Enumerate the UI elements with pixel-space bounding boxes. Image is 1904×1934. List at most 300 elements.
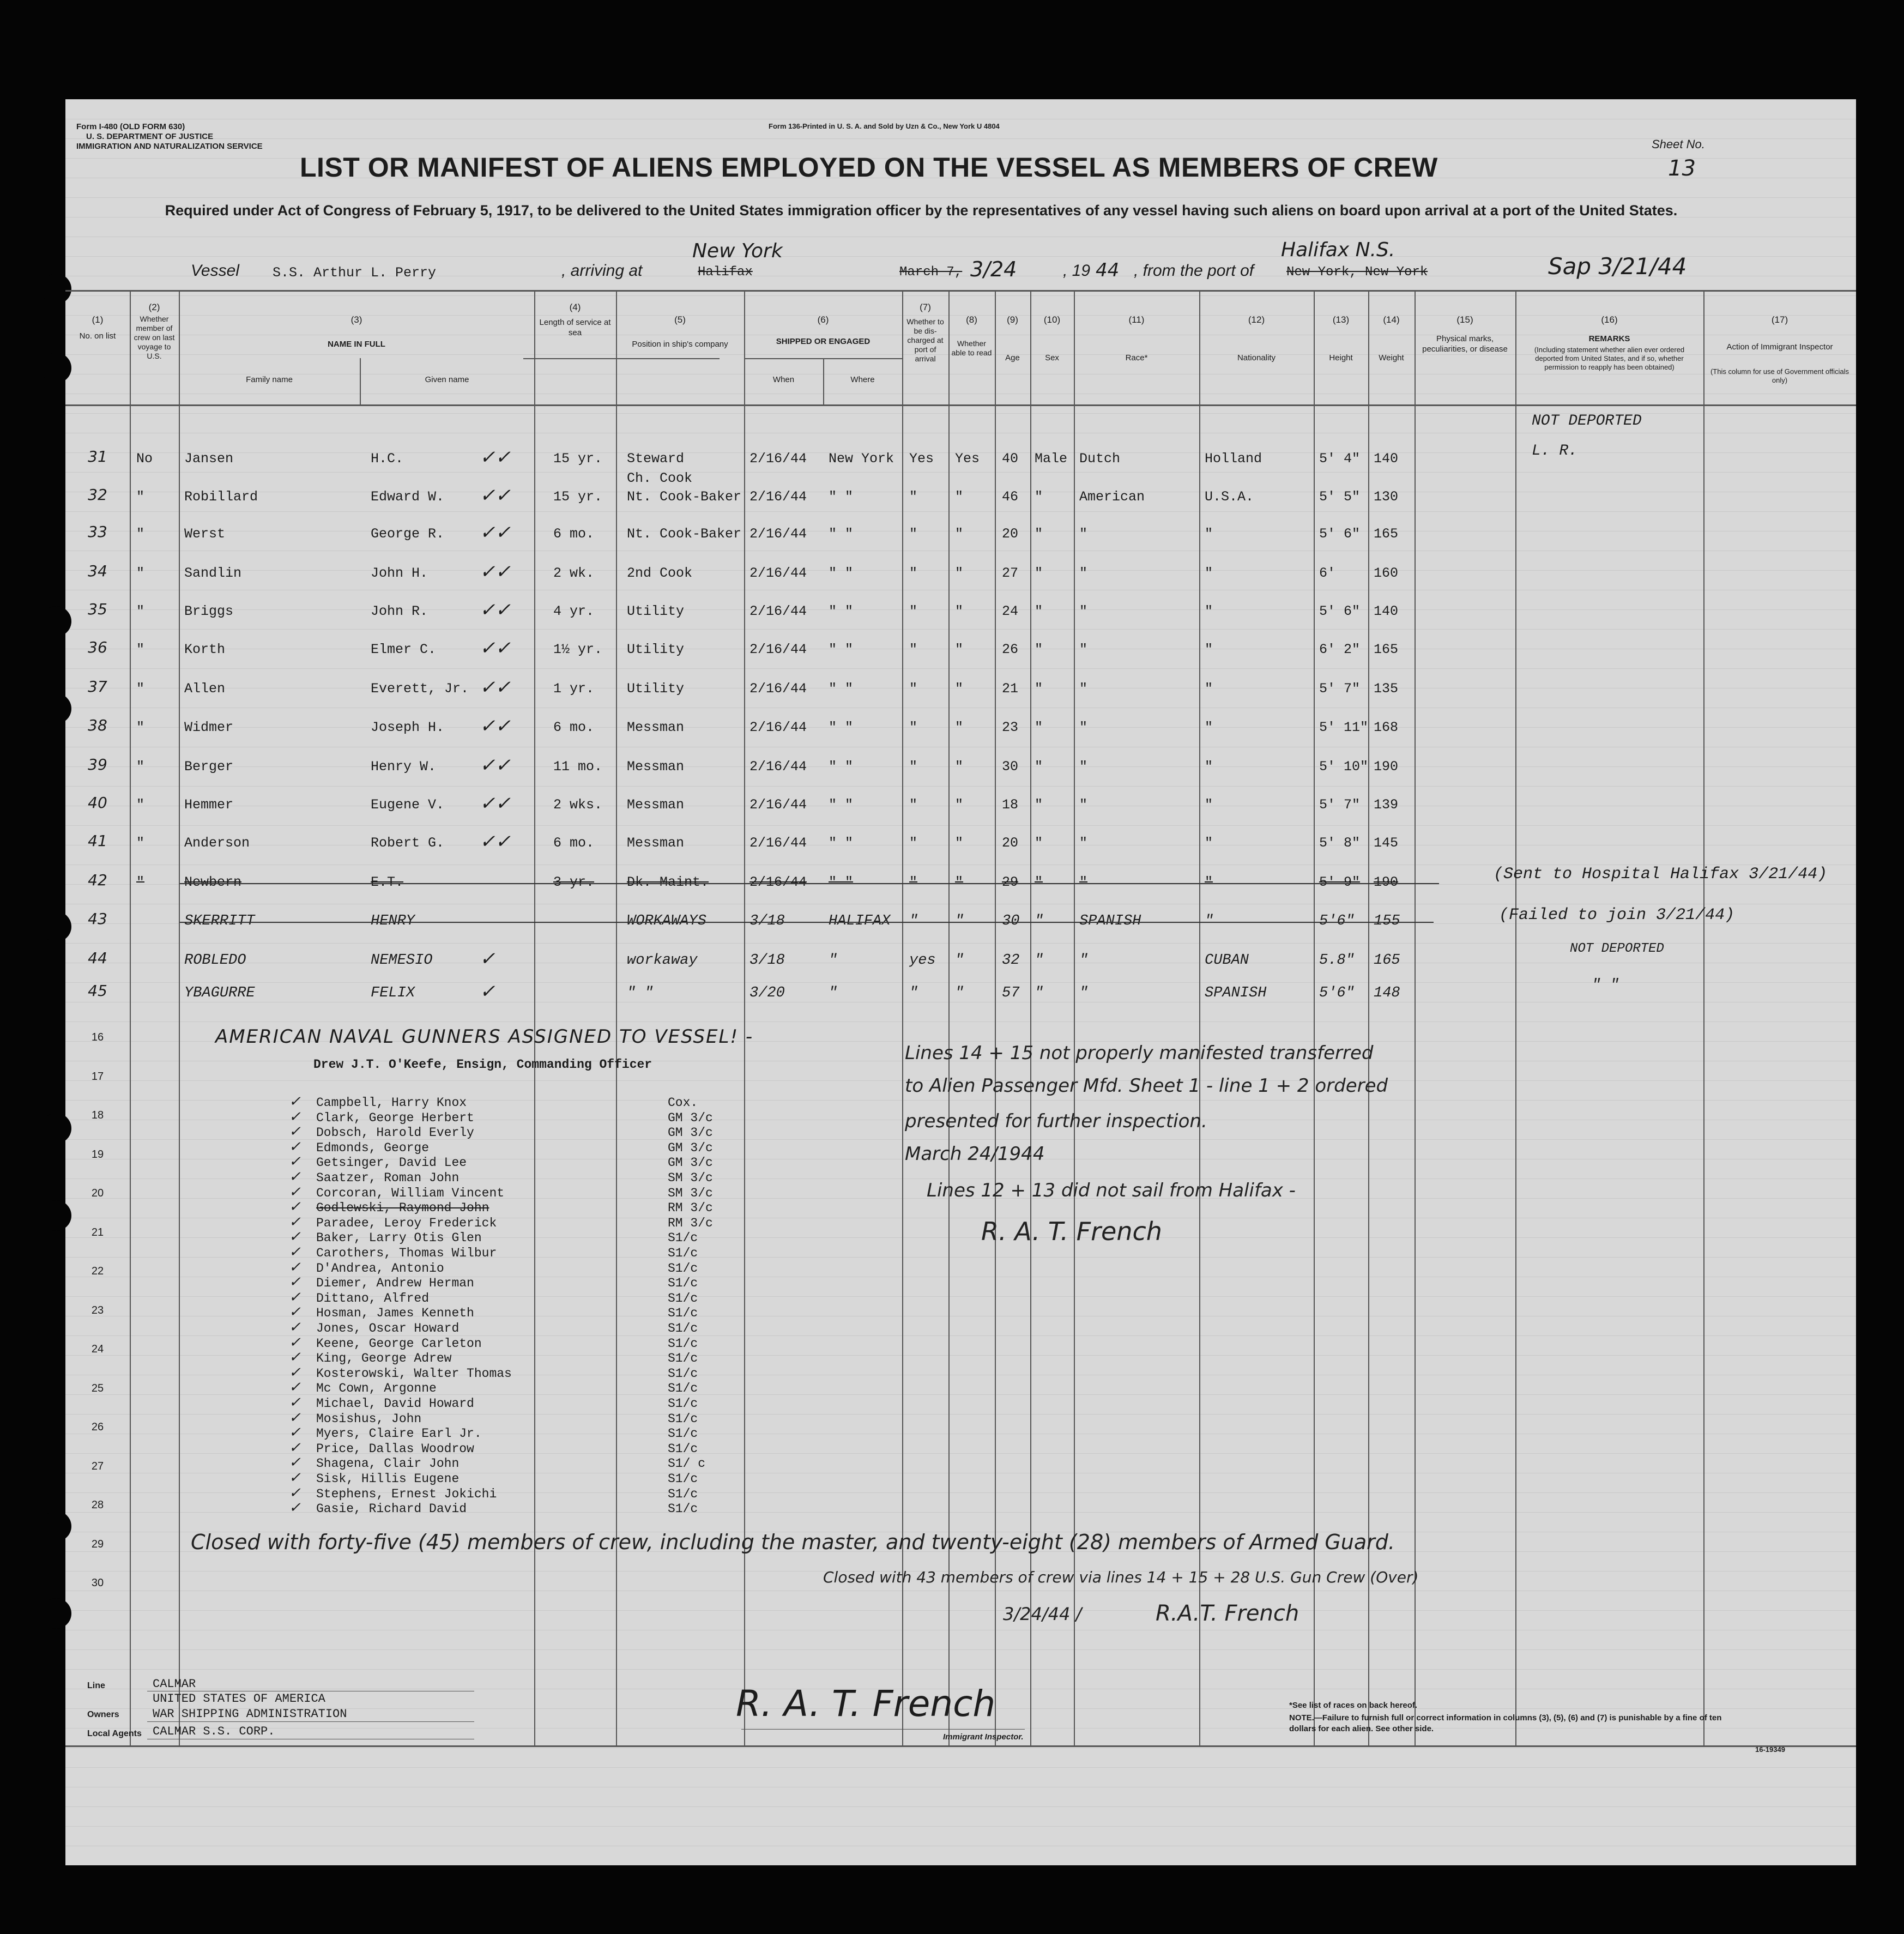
col-num: (14) [1383, 315, 1400, 325]
row-where: " " [829, 603, 854, 619]
check-mark: ✓✓ [480, 449, 511, 469]
note-line: to Alien Passenger Mfd. Sheet 1 - line 1 + 2 ordered [905, 1075, 1388, 1097]
row-position: Messman [627, 835, 685, 851]
row-family-name: Anderson [184, 835, 250, 851]
row-nationality: " [1205, 642, 1213, 657]
col-divider [1030, 290, 1031, 1745]
gunner-name: Diemer, Andrew Herman [316, 1276, 474, 1291]
row-read: " [955, 835, 964, 851]
row-discharged: " [909, 835, 918, 851]
row-number: 40 [88, 794, 107, 812]
row-discharged: " [909, 985, 918, 1001]
punch-hole [41, 274, 71, 304]
date-struck: March 7, [899, 265, 963, 280]
owners-value-2: WAR SHIPPING ADMINISTRATION [153, 1707, 347, 1721]
row-sex: " [1035, 603, 1043, 619]
inspector-signature: R. A. T. French [736, 1683, 996, 1725]
row-remarks: (Sent to Hospital Halifax 3/21/44) [1494, 865, 1828, 884]
check-mark: ✓ [289, 1320, 301, 1336]
col-header-no: No. on list [79, 331, 116, 341]
row-service: 6 mo. [553, 720, 595, 735]
check-mark: ✓✓ [480, 717, 511, 738]
gunner-name: Campbell, Harry Knox [316, 1096, 467, 1110]
check-mark: ✓ [480, 983, 495, 1004]
col-header-where: Where [850, 375, 875, 384]
row-weight: 145 [1374, 835, 1399, 851]
sheet-label: Sheet No. [1652, 137, 1705, 151]
row-sex: " [1035, 874, 1043, 890]
row-given-name: NEMESIO [371, 952, 433, 969]
row-read: Yes [955, 451, 980, 467]
row-sex: " [1035, 913, 1044, 929]
row-crew-flag: " [136, 565, 145, 581]
check-mark: ✓ [289, 1214, 301, 1231]
sailed-date: Sap 3/21/44 [1548, 253, 1687, 280]
col-divider [534, 290, 535, 1745]
row-family-name: Briggs [184, 603, 234, 619]
row-given-name: George R. [371, 526, 445, 542]
check-mark: ✓ [289, 1139, 301, 1156]
gunner-rate: GM 3/c [668, 1156, 713, 1170]
line-number: 20 [91, 1187, 104, 1199]
row-age: 29 [1002, 874, 1019, 890]
row-nationality: " [1205, 797, 1213, 813]
row-service: 15 yr. [553, 451, 603, 467]
row-age: 40 [1002, 451, 1019, 467]
row-position: WORKAWAYS [627, 913, 706, 929]
row-where: " " [829, 720, 854, 735]
col-num: (16) [1601, 315, 1618, 325]
row-weight: 190 [1374, 874, 1399, 890]
row-family-name: Sandlin [184, 565, 242, 581]
check-mark: ✓ [289, 1109, 301, 1126]
table-bottom-rule [65, 1745, 1856, 1747]
row-where: " " [829, 642, 854, 657]
row-family-name: SKERRITT [184, 913, 255, 929]
row-race: " [1079, 565, 1088, 581]
gunner-rate: GM 3/c [668, 1140, 713, 1155]
manifest-sheet [65, 99, 1856, 1865]
row-sex: " [1035, 835, 1043, 851]
check-mark: ✓✓ [480, 795, 511, 815]
row-family-name: YBAGURRE [184, 985, 255, 1001]
col-num: (11) [1128, 315, 1145, 325]
row-given-name: HENRY [371, 913, 415, 929]
row-family-name: Newbern [184, 874, 242, 890]
row-height: 5' 5" [1319, 489, 1361, 505]
row-sex: " [1035, 952, 1044, 969]
gunners-officer: Drew J.T. O'Keefe, Ensign, Commanding Officer [313, 1057, 652, 1072]
row-position: Nt. Cook-Baker [627, 489, 742, 505]
row-given-name: John R. [371, 603, 428, 619]
row-sex: " [1035, 642, 1043, 657]
check-mark: ✓ [289, 1124, 301, 1141]
row-family-name: Korth [184, 642, 226, 657]
row-where: " " [829, 874, 854, 890]
row-nationality: Holland [1205, 451, 1262, 467]
col-header-when: When [772, 375, 795, 384]
gunner-name: Mosishus, John [316, 1411, 422, 1426]
row-position: Dk. Maint. [627, 874, 709, 890]
gunner-name: Getsinger, David Lee [316, 1156, 467, 1170]
row-crew-flag: " [136, 720, 145, 735]
year-label: , 19 [1063, 262, 1091, 280]
row-where: " " [829, 489, 854, 505]
row-family-name: Allen [184, 681, 226, 697]
row-height: 6' [1319, 565, 1336, 581]
col-num: (4) [569, 302, 581, 312]
col-header-height: Height [1329, 353, 1353, 362]
row-read: " [955, 565, 964, 581]
page-subtitle: Required under Act of Congress of February 5, 1917, to be delivered to the United States immigration officer by the representatives of any vessel having such aliens on board upon arrival at a port of the United States. [165, 202, 1678, 219]
col-divider [744, 290, 745, 1745]
row-age: 46 [1002, 489, 1019, 505]
row-service: 15 yr. [553, 489, 603, 505]
row-when: 3/20 [749, 985, 785, 1001]
row-height: 5' 4" [1319, 451, 1361, 467]
gunner-rate: S1/c [668, 1366, 698, 1381]
row-number: 45 [88, 982, 107, 1000]
row-discharged: yes [909, 952, 936, 969]
check-mark: ✓✓ [480, 639, 511, 660]
row-read: " [955, 526, 964, 542]
col-divider [1199, 290, 1200, 1745]
check-mark: ✓ [289, 1289, 301, 1306]
row-when: 3/18 [749, 913, 785, 929]
row-height: 5' 10" [1319, 759, 1369, 775]
dept-name: U. S. DEPARTMENT OF JUSTICE [86, 132, 214, 141]
check-mark: ✓ [289, 1244, 301, 1261]
gunner-name: Clark, George Herbert [316, 1110, 474, 1125]
col-divider [130, 290, 131, 1745]
gunner-rate: S1/c [668, 1231, 698, 1246]
gunner-rate: S1/c [668, 1291, 698, 1306]
gunner-rate: S1/c [668, 1246, 698, 1260]
row-number: 32 [88, 486, 107, 504]
check-mark: ✓ [289, 1259, 301, 1276]
check-mark: ✓ [480, 950, 495, 971]
row-remarks: NOT DEPORTED [1570, 941, 1664, 956]
gunner-name: Saatzer, Roman John [316, 1171, 460, 1185]
row-age: 21 [1002, 681, 1019, 697]
gunner-name: Shagena, Clair John [316, 1456, 460, 1471]
check-mark: ✓✓ [480, 563, 511, 584]
row-race: " [1079, 985, 1089, 1001]
row-service: 3 yr. [553, 874, 595, 890]
col-divider [1368, 290, 1369, 1745]
gunner-name: Baker, Larry Otis Glen [316, 1231, 482, 1246]
row-service: 1½ yr. [553, 642, 603, 657]
gunner-name: Paradee, Leroy Frederick [316, 1216, 497, 1230]
from-struck: New York, New York [1286, 265, 1428, 280]
row-where: HALIFAX [829, 913, 891, 929]
row-discharged: " [909, 759, 918, 775]
row-nationality: CUBAN [1205, 952, 1249, 969]
line-number: 23 [91, 1304, 104, 1316]
row-weight: 160 [1374, 565, 1399, 581]
row-service: 2 wk. [553, 565, 595, 581]
row-discharged: " [909, 681, 918, 697]
line-number: 29 [91, 1538, 104, 1550]
col-header-service: Length of service at sea [539, 318, 611, 337]
row-height: 5' 8" [1319, 835, 1361, 851]
col-header-nationality: Nationality [1237, 353, 1276, 362]
row-family-name: Robillard [184, 489, 258, 505]
signature-rule [741, 1729, 1025, 1730]
row-when: 2/16/44 [749, 681, 807, 697]
row-race: " [1079, 759, 1088, 775]
col-divider [616, 290, 617, 1745]
note-line: Lines 14 + 15 not properly manifested transferred [905, 1042, 1374, 1064]
row-age: 24 [1002, 603, 1019, 619]
col-num: (3) [350, 315, 362, 325]
row-position: workaway [627, 952, 698, 969]
row-weight: 148 [1374, 985, 1400, 1001]
row-position: Steward [627, 451, 685, 467]
note-line: March 24/1944 [905, 1143, 1045, 1165]
check-mark: ✓ [289, 1229, 301, 1246]
row-read: " [955, 681, 964, 697]
gunner-rate: RM 3/c [668, 1216, 713, 1230]
check-mark: ✓ [289, 1199, 301, 1216]
row-sex: " [1035, 565, 1043, 581]
check-mark: ✓ [289, 1274, 301, 1291]
check-mark: ✓ [289, 1485, 301, 1502]
gunner-name: Carothers, Thomas Wilbur [316, 1246, 497, 1260]
row-when: 2/16/44 [749, 759, 807, 775]
col-divider [902, 290, 903, 1745]
gunner-name: Godlewski, Raymond John [316, 1201, 489, 1216]
gunner-rate: S1/ c [668, 1456, 706, 1471]
year: 44 [1096, 259, 1120, 281]
row-when: 2/16/44 [749, 489, 807, 505]
row-crew-flag: " [136, 797, 145, 813]
col-header-position: Position in ship's company [632, 340, 728, 349]
owners-value-1: UNITED STATES OF AMERICA [153, 1692, 325, 1706]
check-mark: ✓ [289, 1500, 301, 1517]
row-nationality: " [1205, 681, 1213, 697]
closed-note-2: Closed with 43 members of crew via lines 14 + 15 + 28 U.S. Gun Crew (Over) [823, 1568, 1419, 1586]
row-number: 42 [88, 871, 107, 889]
row-nationality: " [1205, 526, 1213, 542]
row-race: SPANISH [1079, 913, 1141, 929]
from-label: , from the port of [1134, 262, 1254, 280]
row-family-name: Hemmer [184, 797, 234, 813]
line-label: Line [87, 1681, 105, 1690]
row-weight: 190 [1374, 759, 1399, 775]
row-age: 30 [1002, 913, 1020, 929]
gunner-rate: S1/c [668, 1276, 698, 1291]
row-crew-flag: " [136, 759, 145, 775]
line-number: 30 [91, 1577, 104, 1589]
col-divider [1703, 290, 1704, 1745]
col-header-race: Race* [1125, 353, 1148, 362]
row-when: 2/16/44 [749, 797, 807, 813]
row-when: 3/18 [749, 952, 785, 969]
row-nationality: " [1205, 603, 1213, 619]
row-sex: " [1035, 720, 1043, 735]
gunners-heading: AMERICAN NAVAL GUNNERS ASSIGNED TO VESSEL! - [215, 1026, 754, 1048]
row-weight: 135 [1374, 681, 1399, 697]
gunner-name: Myers, Claire Earl Jr. [316, 1427, 482, 1441]
row-race: " [1079, 835, 1088, 851]
row-read: " [955, 913, 964, 929]
row-discharged: " [909, 874, 918, 890]
check-mark: ✓ [289, 1169, 301, 1186]
row-weight: 168 [1374, 720, 1399, 735]
col-header-remarks-sub: (Including statement whether alien ever ordered deported from United States, and if so, whether permission to reapply has been obtained) [1534, 346, 1685, 371]
row-age: 18 [1002, 797, 1019, 813]
col-header-action: Action of Immigrant Inspector [1726, 342, 1833, 352]
gunner-rate: GM 3/c [668, 1126, 713, 1140]
row-discharged: Yes [909, 451, 934, 467]
footer-rule [147, 1721, 474, 1722]
col-num: (12) [1248, 315, 1265, 325]
row-number: 44 [88, 949, 107, 967]
line-value: CALMAR [153, 1677, 196, 1691]
gunner-name: Michael, David Howard [316, 1397, 474, 1411]
agents-label: Local Agents [87, 1729, 142, 1738]
check-mark: ✓✓ [480, 757, 511, 777]
form-id-block [76, 122, 263, 152]
gunner-rate: S1/c [668, 1502, 698, 1516]
row-remarks: " " [1592, 977, 1619, 994]
gunner-name: Sisk, Hillis Eugene [316, 1472, 460, 1486]
gunner-rate: Cox. [668, 1096, 698, 1110]
col-divider [1415, 290, 1416, 1745]
line-number: 22 [91, 1265, 104, 1277]
row-read: " [955, 985, 964, 1001]
col-header-sex: Sex [1045, 353, 1059, 362]
agents-value: CALMAR S.S. CORP. [153, 1725, 275, 1738]
gunner-name: Kosterowski, Walter Thomas [316, 1366, 512, 1381]
row-given-name: Joseph H. [371, 720, 445, 735]
gunner-name: King, George Adrew [316, 1351, 452, 1366]
col-header-discharged: Whether to be dis-charged at port of arrival [906, 317, 944, 363]
row-given-name: E.T. [371, 874, 404, 890]
check-mark: ✓ [289, 1304, 301, 1321]
gunner-rate: S1/c [668, 1427, 698, 1441]
row-read: " [955, 489, 964, 505]
arriving-port: New York [692, 240, 783, 262]
row-position: Messman [627, 759, 685, 775]
service-name: IMMIGRATION AND NATURALIZATION SERVICE [76, 142, 263, 151]
row-read: " [955, 759, 964, 775]
row-given-name: H.C. [371, 451, 404, 467]
line-number: 26 [91, 1421, 104, 1433]
gunner-name: Price, Dallas Woodrow [316, 1441, 474, 1456]
row-height: 5'6" [1319, 913, 1355, 929]
row-when: 2/16/44 [749, 565, 807, 581]
row-given-name: FELIX [371, 985, 415, 1001]
gunner-name: Hosman, James Kenneth [316, 1306, 474, 1321]
line-number: 18 [91, 1109, 104, 1121]
row-when: 2/16/44 [749, 451, 807, 467]
line-number: 24 [91, 1343, 104, 1355]
row-age: 32 [1002, 952, 1020, 969]
page-title: LIST OR MANIFEST OF ALIENS EMPLOYED ON THE VESSEL AS MEMBERS OF CREW [300, 152, 1438, 183]
col-divider [179, 290, 180, 1745]
col-header-given: Given name [425, 375, 469, 384]
gunner-rate: GM 3/c [668, 1110, 713, 1125]
row-age: 23 [1002, 720, 1019, 735]
row-number: 36 [88, 638, 107, 656]
row-number: 33 [88, 523, 107, 541]
row-where: New York [829, 451, 894, 467]
sheet-number: 13 [1668, 156, 1696, 181]
row-nationality: " [1205, 720, 1213, 735]
row-number: 35 [88, 600, 107, 618]
row-nationality: U.S.A. [1205, 489, 1254, 505]
row-age: 20 [1002, 526, 1019, 542]
row-position: Nt. Cook-Baker [627, 526, 742, 542]
col-num: (2) [148, 302, 160, 312]
col-header-family: Family name [246, 375, 293, 384]
row-height: 5' 6" [1319, 526, 1361, 542]
row-where: " " [829, 526, 854, 542]
line-number: 17 [91, 1070, 104, 1083]
row-height: 6' 2" [1319, 642, 1361, 657]
row-where: " " [829, 681, 854, 697]
row-remarks: (Failed to join 3/21/44) [1499, 906, 1735, 924]
row-discharged: " [909, 913, 918, 929]
check-mark: ✓ [289, 1380, 301, 1397]
row-weight: 140 [1374, 603, 1399, 619]
row-sex: " [1035, 759, 1043, 775]
row-crew-flag: " [136, 603, 145, 619]
row-weight: 139 [1374, 797, 1399, 813]
col-divider [948, 290, 950, 1745]
row-discharged: " [909, 526, 918, 542]
gunner-name: D'Andrea, Antonio [316, 1261, 444, 1276]
row-weight: 140 [1374, 451, 1399, 467]
form-id: Form I-480 (OLD FORM 630) [76, 122, 185, 131]
row-read: " [955, 797, 964, 813]
row-given-name: Eugene V. [371, 797, 445, 813]
row-crew-flag: No [136, 451, 153, 467]
gunner-rate: S1/c [668, 1306, 698, 1321]
row-service: 4 yr. [553, 603, 595, 619]
gunner-name: Keene, George Carleton [316, 1336, 482, 1351]
row-nationality: " [1205, 874, 1213, 890]
row-age: 30 [1002, 759, 1019, 775]
row-when: 2/16/44 [749, 720, 807, 735]
row-when: 2/16/44 [749, 874, 807, 890]
row-where: " " [829, 835, 854, 851]
gunner-rate: S1/c [668, 1381, 698, 1396]
line-number: 25 [91, 1382, 104, 1394]
col-header-name: NAME IN FULL [328, 340, 385, 349]
row-sex: " [1035, 489, 1043, 505]
gunner-rate: SM 3/c [668, 1186, 713, 1200]
row-remarks: NOT DEPORTED [1532, 413, 1642, 430]
col-header-read: Whether able to read [951, 339, 992, 357]
punch-hole [41, 353, 71, 383]
row-age: 20 [1002, 835, 1019, 851]
row-where: " " [829, 797, 854, 813]
row-height: 5' 7" [1319, 797, 1361, 813]
gunner-rate: S1/c [668, 1486, 698, 1501]
table-top-rule [65, 290, 1856, 292]
check-mark: ✓ [289, 1395, 301, 1411]
row-position: 2nd Cook [627, 565, 693, 581]
line-number: 16 [91, 1031, 104, 1043]
row-given-name: Everett, Jr. [371, 681, 469, 697]
row-when: 2/16/44 [749, 642, 807, 657]
row-nationality: SPANISH [1205, 985, 1267, 1001]
row-discharged: " [909, 565, 918, 581]
row-position: Utility [627, 681, 685, 697]
